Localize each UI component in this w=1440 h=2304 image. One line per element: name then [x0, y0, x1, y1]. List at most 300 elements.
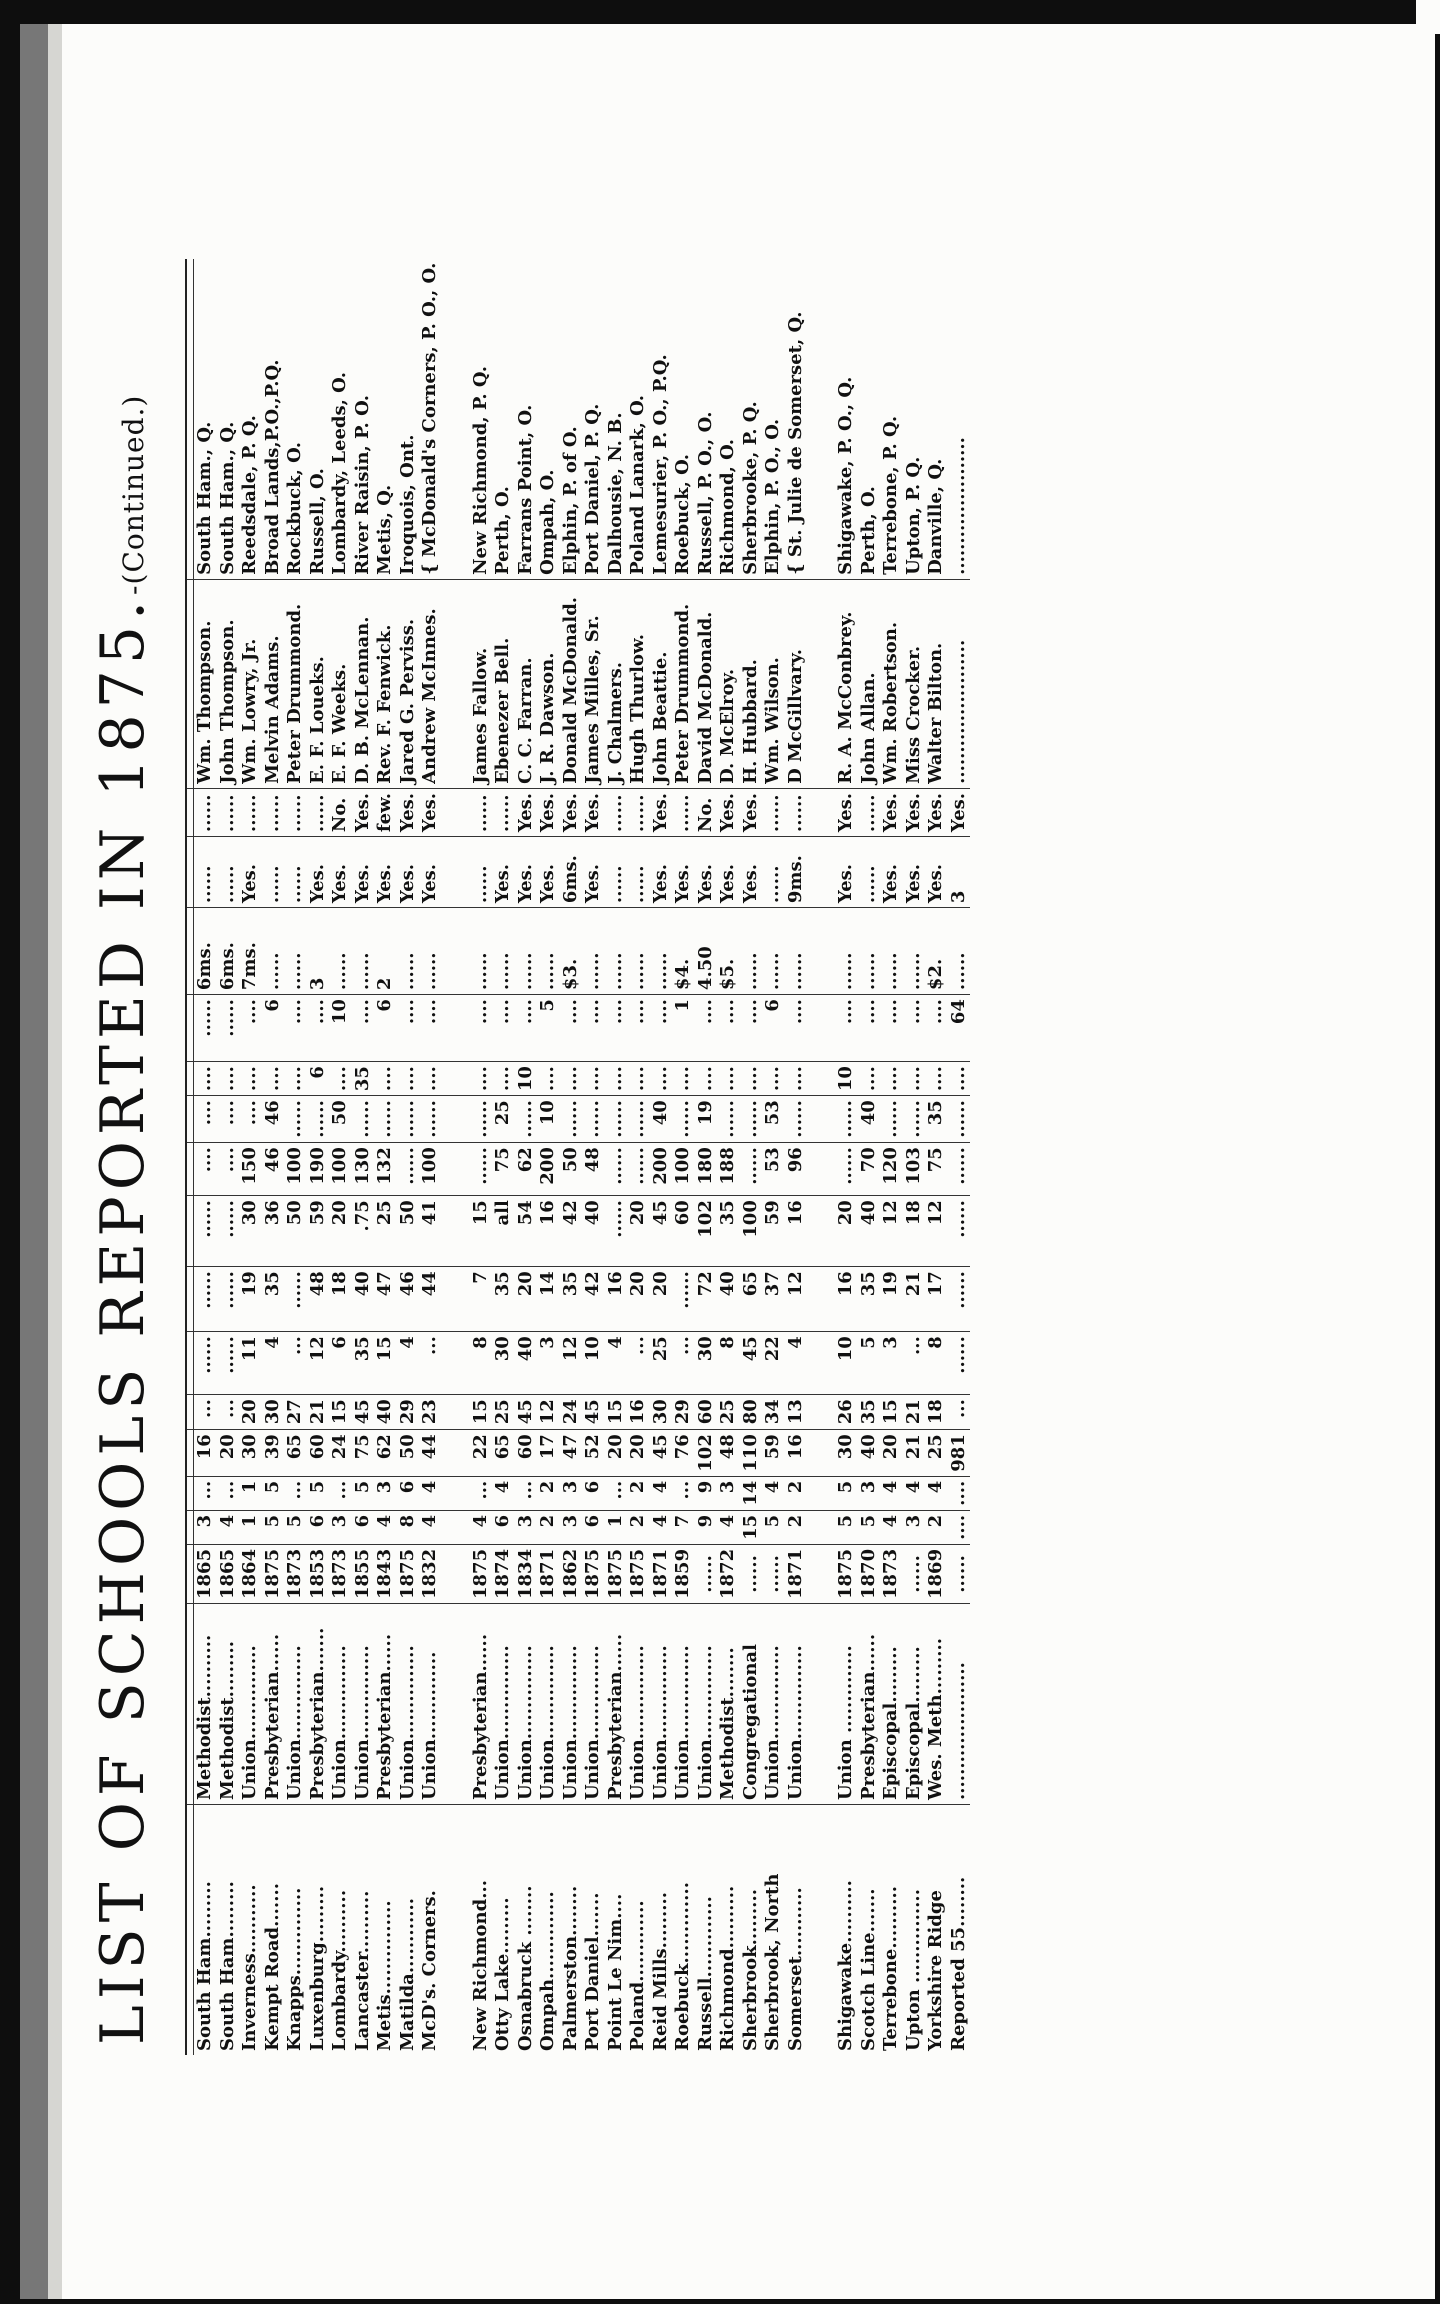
school-name-cell: Yorkshire Ridge: [925, 1890, 946, 2051]
pupils-a-cell: 15: [329, 1395, 352, 1430]
pupils-a-cell: 24: [560, 1395, 583, 1430]
pupils-b-cell: 8: [717, 1332, 740, 1395]
fee-cell: 2: [374, 908, 397, 995]
value-c-cell: 1: [672, 995, 695, 1062]
session-cell: Yes.: [239, 837, 262, 908]
books-cell: 100: [672, 1143, 695, 1196]
pupils-d-cell: 20: [835, 1196, 858, 1267]
teachers-female-cell: 3: [717, 1476, 740, 1510]
page-title: [88, 395, 169, 2045]
teacher-name-cell: Wm. Wilson.: [762, 579, 785, 788]
school-name-cell: Ompah..............: [537, 1891, 558, 2051]
pupils-total-cell: 20: [627, 1430, 650, 1477]
teachers-female-cell: ....: [948, 1476, 971, 1510]
denomination-cell: Presbyterian.......: [307, 1604, 330, 1805]
spacer-cell: [807, 788, 835, 836]
pupils-c-cell: ......: [948, 1267, 971, 1332]
post-office-cell: Lombardy, Leeds, O.: [329, 259, 352, 580]
pupils-c-cell: 19: [239, 1267, 262, 1332]
pupils-b-cell: 30: [695, 1332, 718, 1395]
teachers-male-cell: 6: [352, 1510, 375, 1544]
teachers-female-cell: 3: [560, 1476, 583, 1510]
pupils-d-cell: 60: [672, 1196, 695, 1267]
pupils-b-cell: 12: [307, 1332, 330, 1395]
pupils-a-cell: 45: [515, 1395, 538, 1430]
pupils-total-cell: 16: [194, 1430, 217, 1477]
value-b-cell: ....: [605, 1062, 628, 1096]
value-a-cell: ......: [470, 1096, 493, 1143]
session-cell: Yes.: [880, 837, 903, 908]
session-cell: ......: [858, 837, 881, 908]
library-cell: Yes.: [948, 788, 971, 836]
school-name-cell: Lancaster..........: [351, 1890, 373, 2051]
value-b-cell: 10: [515, 1062, 538, 1096]
session-cell: ......: [627, 837, 650, 908]
value-b-cell: ....: [858, 1062, 881, 1096]
value-c-cell: ....: [419, 995, 442, 1062]
value-a-cell: ......: [903, 1096, 926, 1143]
pupils-d-cell: 30: [239, 1196, 262, 1267]
library-cell: Yes.: [650, 788, 673, 836]
pupils-d-cell: 50: [284, 1196, 307, 1267]
pupils-total-cell: 40: [858, 1430, 881, 1477]
books-cell: 62: [515, 1143, 538, 1196]
spacer-cell: [442, 1196, 470, 1267]
session-cell: Yes.: [515, 837, 538, 908]
denomination-cell: Union..............: [419, 1604, 442, 1805]
pupils-a-cell: 30: [262, 1395, 285, 1430]
session-cell: Yes.: [492, 837, 515, 908]
session-cell: Yes.: [397, 837, 420, 908]
value-b-cell: ....: [740, 1062, 763, 1096]
books-cell: 75: [925, 1143, 948, 1196]
pupils-total-cell: 30: [239, 1430, 262, 1477]
denomination-cell: Union...............: [352, 1604, 375, 1805]
year-established-cell: 1873: [329, 1544, 352, 1603]
pupils-d-cell: 16: [785, 1196, 808, 1267]
post-office-cell: Iroquois, Ont.: [397, 259, 420, 580]
pupils-c-cell: 65: [740, 1267, 763, 1332]
library-cell: Yes.: [740, 788, 763, 836]
books-cell: 100: [329, 1143, 352, 1196]
value-c-cell: ....: [307, 995, 330, 1062]
school-name-cell: Reported 55........: [947, 1876, 969, 2051]
value-a-cell: 40: [858, 1096, 881, 1143]
value-a-cell: ......: [740, 1096, 763, 1143]
spacer-cell: [442, 579, 470, 788]
pupils-b-cell: ......: [217, 1332, 240, 1395]
post-office-cell: Poland Lanark, O.: [627, 259, 650, 580]
spacer-cell: [442, 995, 470, 1062]
pupils-a-cell: 35: [858, 1395, 881, 1430]
teachers-male-cell: 1: [239, 1510, 262, 1544]
teachers-female-cell: ...: [470, 1476, 493, 1510]
value-b-cell: 6: [307, 1062, 330, 1096]
post-office-cell: South Ham., Q.: [194, 259, 217, 580]
pupils-total-cell: 75: [352, 1430, 375, 1477]
value-c-cell: 6: [262, 995, 285, 1062]
value-b-cell: ....: [762, 1062, 785, 1096]
pupils-b-cell: 10: [835, 1332, 858, 1395]
table-row: [239, 259, 262, 2055]
teachers-male-cell: 3: [329, 1510, 352, 1544]
pupils-d-cell: 40: [582, 1196, 605, 1267]
library-cell: Yes.: [397, 788, 420, 836]
pupils-b-cell: 5: [858, 1332, 881, 1395]
books-cell: 70: [858, 1143, 881, 1196]
denomination-cell: Presbyterian......: [605, 1604, 628, 1805]
spacer-cell: [442, 259, 470, 580]
teacher-name-cell: Jared G. Perviss.: [397, 579, 420, 788]
teacher-name-cell: D. McElroy.: [717, 579, 740, 788]
pupils-total-cell: 17: [537, 1430, 560, 1477]
pupils-a-cell: 23: [419, 1395, 442, 1430]
teachers-male-cell: 3: [515, 1510, 538, 1544]
fee-cell: 4.50: [695, 908, 718, 995]
denomination-cell: Union...............: [515, 1604, 538, 1805]
session-cell: Yes.: [925, 837, 948, 908]
value-a-cell: ......: [515, 1096, 538, 1143]
pupils-total-cell: 20: [217, 1430, 240, 1477]
value-b-cell: ....: [329, 1062, 352, 1096]
spacer-cell: [807, 1143, 835, 1196]
pupils-d-cell: 35: [717, 1196, 740, 1267]
teachers-male-cell: 5: [762, 1510, 785, 1544]
session-cell: Yes.: [307, 837, 330, 908]
year-established-cell: 1874: [492, 1544, 515, 1603]
teachers-male-cell: 4: [470, 1510, 493, 1544]
value-b-cell: ....: [284, 1062, 307, 1096]
books-cell: ....: [217, 1143, 240, 1196]
year-established-cell: ......: [948, 1544, 971, 1603]
teachers-female-cell: 5: [262, 1476, 285, 1510]
teachers-female-cell: 2: [537, 1476, 560, 1510]
spacer-cell: [442, 1062, 470, 1096]
pupils-total-cell: 62: [374, 1430, 397, 1477]
teachers-female-cell: 3: [858, 1476, 881, 1510]
teacher-name-cell: John Beattie.: [650, 579, 673, 788]
pupils-a-cell: 34: [762, 1395, 785, 1430]
denomination-cell: Union...............: [397, 1604, 420, 1805]
spacer-cell: [807, 837, 835, 908]
value-a-cell: 53: [762, 1096, 785, 1143]
library-cell: ......: [858, 788, 881, 836]
value-b-cell: 10: [835, 1062, 858, 1096]
pupils-b-cell: ...: [903, 1332, 926, 1395]
pupils-total-cell: 47: [560, 1430, 583, 1477]
table-body: [194, 259, 971, 2055]
spacer-cell: [807, 1096, 835, 1143]
post-office-cell: { McDonald's Corners, P. O., O.: [419, 259, 442, 580]
books-cell: 180: [695, 1143, 718, 1196]
library-cell: ......: [470, 788, 493, 836]
pupils-a-cell: ...: [217, 1395, 240, 1430]
fee-cell: ......: [785, 908, 808, 995]
school-name-cell: South Ham.........: [216, 1881, 238, 2051]
library-cell: ......: [262, 788, 285, 836]
teachers-male-cell: 8: [397, 1510, 420, 1544]
session-cell: Yes.: [419, 837, 442, 908]
teacher-name-cell: Wm. Lowry, Jr.: [239, 579, 262, 788]
teachers-female-cell: ...: [329, 1476, 352, 1510]
value-c-cell: 10: [329, 995, 352, 1062]
value-c-cell: 64: [948, 995, 971, 1062]
session-cell: Yes.: [672, 837, 695, 908]
school-name-cell: Scotch Line.......: [857, 1888, 879, 2051]
session-cell: Yes.: [740, 837, 763, 908]
teacher-name-cell: David McDonald.: [695, 579, 718, 788]
fee-cell: ......: [627, 908, 650, 995]
year-established-cell: 1871: [785, 1544, 808, 1603]
value-b-cell: 35: [352, 1062, 375, 1096]
denomination-cell: Wes. Meth.........: [925, 1604, 948, 1805]
session-cell: 3: [948, 837, 971, 908]
teachers-male-cell: 4: [717, 1510, 740, 1544]
books-cell: 120: [880, 1143, 903, 1196]
year-established-cell: 1855: [352, 1544, 375, 1603]
value-b-cell: ....: [419, 1062, 442, 1096]
pupils-d-cell: 25: [374, 1196, 397, 1267]
post-office-cell: South Ham., Q.: [217, 259, 240, 580]
table-row: [537, 259, 560, 2055]
pupils-c-cell: 35: [858, 1267, 881, 1332]
value-b-cell: ....: [695, 1062, 718, 1096]
year-established-cell: 1870: [858, 1544, 881, 1603]
table-row: [948, 259, 971, 2055]
pupils-b-cell: 45: [740, 1332, 763, 1395]
value-a-cell: ......: [605, 1096, 628, 1143]
books-cell: 130: [352, 1143, 375, 1196]
library-cell: ......: [492, 788, 515, 836]
spacer-cell: [807, 1604, 835, 1805]
table-row: [605, 259, 628, 2055]
page-corner: [1416, 0, 1440, 34]
pupils-d-cell: 18: [903, 1196, 926, 1267]
teacher-name-cell: Andrew McInnes.: [419, 579, 442, 788]
post-office-cell: Rockbuck, O.: [284, 259, 307, 580]
denomination-cell: Union...............: [672, 1604, 695, 1805]
value-b-cell: ....: [948, 1062, 971, 1096]
library-cell: ......: [284, 788, 307, 836]
pupils-total-cell: 24: [329, 1430, 352, 1477]
books-cell: 75: [492, 1143, 515, 1196]
post-office-cell: Elphin, P. O., O.: [762, 259, 785, 580]
pupils-d-cell: 12: [880, 1196, 903, 1267]
value-b-cell: ....: [217, 1062, 240, 1096]
value-c-cell: ....: [740, 995, 763, 1062]
table-row: [762, 259, 785, 2055]
teachers-male-cell: 5: [858, 1510, 881, 1544]
teacher-name-cell: James Milles, Sr.: [582, 579, 605, 788]
denomination-cell: Union...............: [560, 1604, 583, 1805]
teacher-name-cell: J. R. Dawson.: [537, 579, 560, 788]
teachers-male-cell: 9: [695, 1510, 718, 1544]
table-row: [717, 259, 740, 2055]
pupils-b-cell: 35: [352, 1332, 375, 1395]
spacer-cell: [807, 259, 835, 580]
post-office-cell: Metis, Q.: [374, 259, 397, 580]
library-cell: ......: [672, 788, 695, 836]
pupils-total-cell: 65: [284, 1430, 307, 1477]
pupils-c-cell: 14: [537, 1267, 560, 1332]
table-row: [903, 259, 926, 2055]
school-name-cell: Upton ...............: [902, 1889, 924, 2051]
teachers-female-cell: ...: [672, 1476, 695, 1510]
fee-cell: ......: [262, 908, 285, 995]
value-c-cell: ....: [492, 995, 515, 1062]
session-cell: Yes.: [903, 837, 926, 908]
pupils-c-cell: 19: [880, 1267, 903, 1332]
pupils-total-cell: 45: [650, 1430, 673, 1477]
pupils-b-cell: 15: [374, 1332, 397, 1395]
value-b-cell: ....: [262, 1062, 285, 1096]
school-name-cell: Luxenburg.........: [306, 1885, 328, 2051]
school-name-cell: Richmond..........: [717, 1885, 738, 2051]
pupils-c-cell: ......: [672, 1267, 695, 1332]
teachers-male-cell: ....: [948, 1510, 971, 1544]
pupils-b-cell: 12: [560, 1332, 583, 1395]
pupils-c-cell: 20: [650, 1267, 673, 1332]
pupils-total-cell: 110: [740, 1430, 763, 1477]
books-cell: ......: [948, 1143, 971, 1196]
spacer-cell: [442, 1395, 470, 1430]
pupils-d-cell: ......: [948, 1196, 971, 1267]
session-cell: Yes.: [352, 837, 375, 908]
pupils-d-cell: 50: [397, 1196, 420, 1267]
post-office-cell: Perth, O.: [858, 259, 881, 580]
spacer-cell: [807, 1395, 835, 1430]
denomination-cell: Union...............: [492, 1604, 515, 1805]
pupils-b-cell: 8: [470, 1332, 493, 1395]
spacer-cell: [442, 1476, 470, 1510]
school-name-cell: Knapps..............: [284, 1887, 305, 2051]
denomination-cell: Union...............: [650, 1604, 673, 1805]
pupils-c-cell: 35: [492, 1267, 515, 1332]
value-c-cell: ....: [903, 995, 926, 1062]
pupils-c-cell: 40: [717, 1267, 740, 1332]
fee-cell: $2.: [925, 908, 948, 995]
spacer-cell: [807, 1430, 835, 1477]
teacher-name-cell: Wm. Robertson.: [880, 579, 903, 788]
session-cell: Yes.: [650, 837, 673, 908]
books-cell: 96: [785, 1143, 808, 1196]
value-a-cell: ......: [284, 1096, 307, 1143]
value-c-cell: ....: [835, 995, 858, 1062]
spacer-cell: [807, 1544, 835, 1603]
teachers-female-cell: 2: [785, 1476, 808, 1510]
library-cell: No.: [329, 788, 352, 836]
teachers-female-cell: ...: [217, 1476, 240, 1510]
year-established-cell: 1875: [627, 1544, 650, 1603]
pupils-a-cell: 30: [650, 1395, 673, 1430]
year-established-cell: ......: [740, 1544, 763, 1603]
pupils-total-cell: 102: [695, 1430, 718, 1477]
fee-cell: 7ms.: [239, 908, 262, 995]
teacher-name-cell: Wm. Thompson.: [194, 579, 217, 788]
table-row: [374, 259, 397, 2055]
value-c-cell: ....: [582, 995, 605, 1062]
year-established-cell: 1853: [307, 1544, 330, 1603]
spacer-cell: [807, 579, 835, 788]
pupils-c-cell: ......: [194, 1267, 217, 1332]
pupils-total-cell: 52: [582, 1430, 605, 1477]
pupils-b-cell: 8: [925, 1332, 948, 1395]
teachers-male-cell: 4: [650, 1510, 673, 1544]
spacer-cell: [442, 1805, 470, 2056]
teachers-male-cell: 4: [419, 1510, 442, 1544]
books-cell: ......: [627, 1143, 650, 1196]
teachers-male-cell: 15: [740, 1510, 763, 1544]
pupils-c-cell: 18: [329, 1267, 352, 1332]
title-continued: -(Continued.): [117, 394, 150, 595]
value-c-cell: 6: [762, 995, 785, 1062]
pupils-total-cell: 30: [835, 1430, 858, 1477]
fee-cell: $4.: [672, 908, 695, 995]
year-established-cell: 1862: [560, 1544, 583, 1603]
books-cell: ....: [194, 1143, 217, 1196]
pupils-total-cell: 59: [762, 1430, 785, 1477]
table-row: [515, 259, 538, 2055]
value-a-cell: ......: [672, 1096, 695, 1143]
books-cell: 100: [419, 1143, 442, 1196]
school-name-cell: Point Le Nim....: [604, 1893, 626, 2051]
pupils-a-cell: 21: [903, 1395, 926, 1430]
value-b-cell: ....: [627, 1062, 650, 1096]
teacher-name-cell: Melvin Adams.: [262, 579, 285, 788]
books-cell: 200: [537, 1143, 560, 1196]
teacher-name-cell: E. F. Loueks.: [307, 579, 330, 788]
value-a-cell: 35: [925, 1096, 948, 1143]
fee-cell: ......: [284, 908, 307, 995]
post-office-cell: Broad Lands,P.O.,P.Q.: [262, 259, 285, 580]
denomination-cell: Union...............: [239, 1604, 262, 1805]
pupils-total-cell: 22: [470, 1430, 493, 1477]
spacer-cell: [807, 1267, 835, 1332]
teacher-name-cell: Miss Crocker.: [903, 579, 926, 788]
books-cell: 48: [582, 1143, 605, 1196]
teachers-male-cell: 6: [582, 1510, 605, 1544]
teacher-name-cell: John Allan.: [858, 579, 881, 788]
teachers-male-cell: 2: [627, 1510, 650, 1544]
teacher-name-cell: C. C. Farran.: [515, 579, 538, 788]
year-established-cell: ......: [695, 1544, 718, 1603]
pupils-total-cell: 20: [880, 1430, 903, 1477]
pupils-a-cell: 20: [239, 1395, 262, 1430]
pupils-d-cell: 100: [740, 1196, 763, 1267]
fee-cell: ......: [492, 908, 515, 995]
post-office-cell: River Raisin, P. O.: [352, 259, 375, 580]
post-office-cell: Terrebone, P. Q.: [880, 259, 903, 580]
library-cell: Yes.: [515, 788, 538, 836]
table-head-rule: [186, 259, 194, 2055]
value-a-cell: 19: [695, 1096, 718, 1143]
fee-cell: ......: [419, 908, 442, 995]
session-cell: 6ms.: [560, 837, 583, 908]
pupils-a-cell: 45: [352, 1395, 375, 1430]
teacher-name-cell: Peter Drummond.: [672, 579, 695, 788]
spacer-cell: [442, 1604, 470, 1805]
school-name-cell: Metis...............: [374, 1900, 395, 2051]
fee-cell: ......: [762, 908, 785, 995]
teachers-male-cell: 5: [284, 1510, 307, 1544]
post-office-cell: Shigawake, P. O., Q.: [835, 259, 858, 580]
table-spacer-row: [807, 259, 835, 2055]
pupils-a-cell: 12: [537, 1395, 560, 1430]
value-a-cell: ......: [785, 1096, 808, 1143]
teachers-female-cell: 6: [397, 1476, 420, 1510]
post-office-cell: Farrans Point, O.: [515, 259, 538, 580]
session-cell: Yes.: [835, 837, 858, 908]
